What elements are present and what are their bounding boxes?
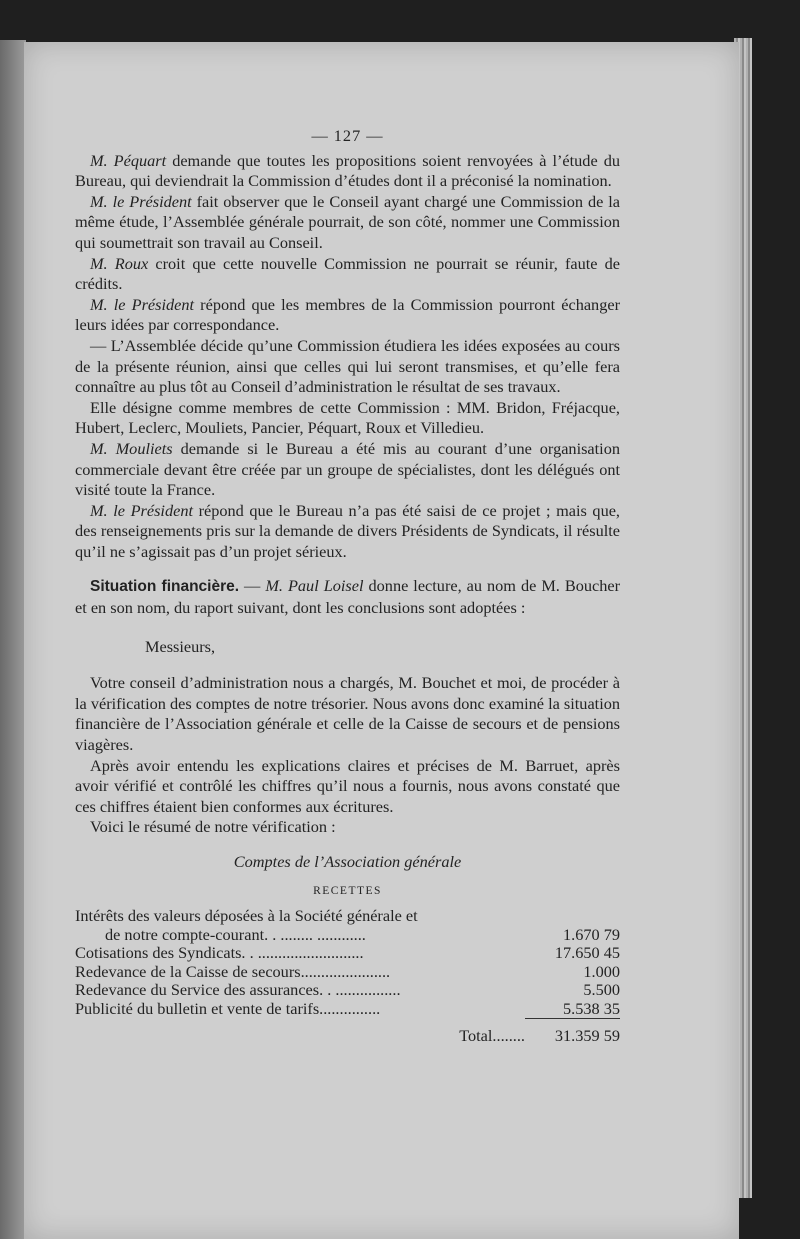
speaker-name: M. le Président	[90, 294, 195, 314]
paragraph	[75, 151, 620, 192]
row-label: Redevance du Service des assurances. . ................	[75, 980, 401, 1000]
paragraph-text: répond que le Bureau n’a pas été saisi de ce projet ; mais que, des renseignements pris sur la demande de divers Présidents de Syndicats, il résulte qu’il ne s’agissait pas d’un projet sérieux.	[75, 500, 621, 561]
section-paragraph	[75, 576, 620, 618]
spacer	[75, 562, 620, 576]
paragraph	[75, 192, 620, 254]
paragraph	[75, 254, 620, 295]
table-row	[75, 944, 620, 963]
paragraph-text: Elle désigne comme membres de cette Commission : MM. Bridon, Fréjacque, Hubert, Leclerc, Mouliets, Pancier, Péquart, Roux et Villedieu.	[75, 397, 620, 438]
row-amount: 1.670 79	[563, 924, 620, 944]
speaker-name: M. Roux	[90, 253, 149, 273]
page-number: — 127 —	[311, 126, 384, 145]
speaker-name: M. Mouliets	[90, 438, 173, 458]
speaker-name: M. le Président	[90, 500, 193, 520]
total-row	[75, 1019, 620, 1046]
paragraph-text: demande que toutes les propositions soient renvoyées à l’étude du Bureau, qui deviendrait la Commission d’études dont il a préconisé la nomination.	[75, 150, 621, 191]
accounts-title: Comptes de l’Association générale	[233, 852, 462, 871]
paragraph-text: répond que les membres de la Commission pourront échanger leurs idées par correspondance.	[75, 294, 620, 335]
paragraph-text: demande si le Bureau a été mis au courant d’une organisation commerciale devant être créée par un groupe de spécialistes, dont les délégués ont visité toute la France.	[75, 438, 620, 500]
row-label: Intérêts des valeurs déposées à la Société générale et	[75, 906, 418, 926]
row-amount: 5.538 35	[563, 998, 620, 1018]
paragraph-text: — L’Assemblée décide qu’une Commission étudiera les idées exposées au cours de la présente réunion, ainsi que celles qui lui seront transmises, et qu’elle fera connaître au plus tôt au Conseil d’administration le résultat de ses travaux.	[75, 335, 620, 397]
paragraph	[75, 336, 620, 398]
paragraph	[75, 501, 620, 563]
row-amount: 1.000	[583, 961, 620, 981]
adjacent-page-edge	[0, 40, 26, 1239]
report-paragraph: Votre conseil d’administration nous a chargés, M. Bouchet et moi, de procéder à la vérification des comptes de notre trésorier. Nous avons donc examiné la situation financière de l’Association générale et celle de la Caisse de secours et de pensions viagères.	[75, 673, 620, 755]
row-label: Redevance de la Caisse de secours......................	[75, 961, 391, 981]
table-row	[75, 926, 620, 945]
speaker-name: M. Paul Loisel	[265, 576, 364, 596]
table-row	[75, 963, 620, 982]
row-amount: 17.650 45	[554, 943, 620, 963]
section-heading: Situation financière.	[90, 578, 240, 596]
table-row	[75, 1000, 620, 1019]
receipts-header: RECETTES	[313, 884, 382, 897]
total-label: Total........	[459, 1026, 525, 1046]
table-row	[75, 907, 620, 926]
section-intro: donne lecture, au nom de M. Boucher et en son nom, du raport suivant, dont les conclusions sont adoptées :	[75, 576, 621, 618]
paragraph-text: croit que cette nouvelle Commission ne pourrait se réunir, faute de crédits.	[75, 253, 620, 294]
total-amount: 31.359 59	[525, 1019, 620, 1046]
dash: —	[239, 576, 266, 596]
speaker-name: M. Péquart	[90, 150, 167, 170]
row-label: Cotisations des Syndicats. . ..........................	[75, 943, 364, 963]
row-amount	[525, 907, 620, 926]
page-text	[75, 126, 620, 1046]
receipts-table	[75, 907, 620, 1046]
row-label: de notre compte-courant. . ........ ............	[105, 924, 366, 944]
paragraph-text: fait observer que le Conseil ayant chargé une Commission de la même étude, l’Assemblée générale pourrait, de son côté, nommer une Commission qui soumettrait son travail au Conseil.	[75, 191, 620, 252]
salutation: Messieurs,	[145, 636, 216, 656]
paragraph	[75, 398, 620, 439]
speaker-name: M. le Président	[90, 191, 192, 211]
report-paragraph: Voici le résumé de notre vérification :	[90, 817, 336, 837]
paragraph	[75, 295, 620, 336]
row-amount: 5.500	[583, 980, 620, 1000]
table-row	[75, 981, 620, 1000]
paragraph	[75, 439, 620, 501]
row-label: Publicité du bulletin et vente de tarifs...............	[75, 999, 381, 1019]
report-paragraph: Après avoir entendu les explications claires et précises de M. Barruet, après avoir vérifié et contrôlé les chiffres qu’il nous a fournis, nous avons constaté que ces chiffres étaient bien conformes aux écritures.	[75, 755, 620, 816]
